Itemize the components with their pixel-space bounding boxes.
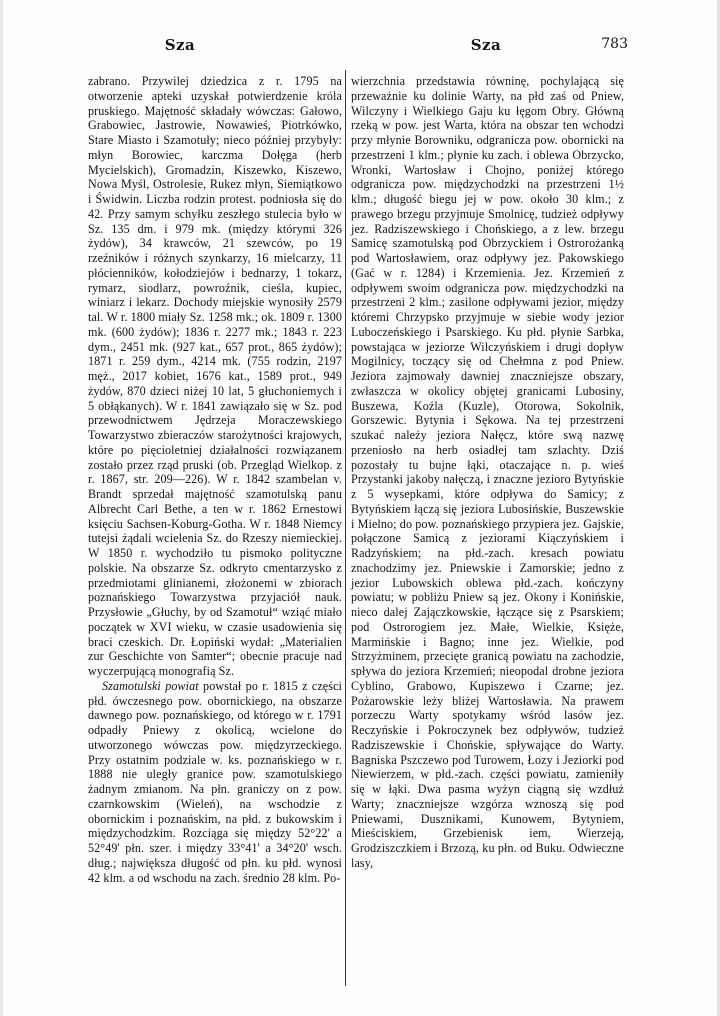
left-paragraph-2: [88, 679, 342, 886]
entry-body: powstał po r. 1815 z części płd. ówczesnego pow. obornickiego, na obszarze dawnego pow. poznańskiego, od którego w r. 1791 odpadły Pniewy z okolicą, wcielone do utworzonego wówczas pow. międzyrzeckiego. Przy ostatnim podziale w. ks. poznańskiego w r. 1888 nie uległy granice pow. szamotulskiego żadnym zmianom. Na płn. graniczy on z pow. czarnkowskim (Wieleń), na wschodzie z obornickim i poznańskim, na płd. z bukowskim i międzychodzkim. Rozciąga się między 52°22' a 52°49' płn. szer. i między 33°41' a 34°20' wsch. dług.; największa długość od płn. ku płd. wynosi 42 klm. a od wschodu na zach. średnio 28 klm. Po-: [88, 678, 342, 885]
page-edge-left: [0, 0, 3, 1016]
right-column: [348, 74, 624, 871]
page-number: 783: [601, 36, 628, 52]
left-paragraph-1: zabrano. Przywilej dziedzica z r. 1795 na otworzenie apteki uzyskał potwierdzenie króla pruskiego. Majętność składały wówczas: Gałowo, Grabowiec, Jastrowie, Nowawieś, Piotrkówko, Stare Miasto i Szamotuły; nieco później przybyły: młyn Borowiec, karczma Dołęga (herb Mycielskich), Gromadzin, Kiszewko, Kiszewo, Nowa Myśl, Ostrolesie, Rukez młyn, Siemiątkowo i Świdwin. Liczba rodzin protest. podniosła się do 42. Przy samym schyłku zeszłego stulecia było w Sz. 135 dm. i 979 mk. (między którymi 326 żydów), 34 krawców, 21 szewców, po 19 rzeźników i różnych szynkarzy, 16 mielcarzy, 11 płócienników, kołodziejów i bednarzy, 1 tokarz, rymarz, siodlarz, powroźnik, cieśla, kupiec, winiarz i lekarz. Dochody miejskie wynosiły 2579 tal. W r. 1800 miały Sz. 1258 mk.; ok. 1809 r. 1300 mk. (600 żydów); 1836 r. 2277 mk.; 1843 r. 223 dym., 2451 mk. (927 kat., 657 prot., 865 żydów); 1871 r. 259 dym., 4214 mk. (755 rodzin, 2197 męż., 2017 kobiet, 1676 kat., 1589 prot., 949 żydów, 870 dzieci niżej 10 lat, 5 głuchoniemych i 5 obłąkanych). W r. 1841 zawiązało się w Sz. pod przewodnictwem Jędrzeja Moraczewskiego Towarzystwo zbieraczów starożytności krajowych, które po pięcioletniej działalności rozwiązanem zostało przez rząd pruski (ob. Przegląd Wielkop. z r. 1867, str. 209—226). W r. 1842 szambelan v. Brandt sprzedał majętność szamotulską panu Albrecht Carl Bethe, a ten w r. 1862 Ernestowi księciu Sachsen-Koburg-Gotha. W r. 1848 Niemcy tutejsi żądali wcielenia Sz. do Rzeszy niemieckiej. W 1850 r. wychodziło tu pismoko polityczne polskie. Na obszarze Sz. odkryto cmentarzysko z przedmiotami glinianemi, złożonemi w zbiorach poznańskiego Towarzystwa przyjaciół nauk. Przysłowie „Głuchy, by od Szamotuł“ wziąć miało początek w XVI wieku, w czasie usadowienia się braci czeskich. Dr. Łopiński wydał: „Materialien zur Geschichte von Samter“; obecnie pracuje nad wyczerpującą monografią Sz.: [88, 74, 342, 678]
running-head-right: Sza: [470, 36, 502, 54]
right-paragraph-1: wierzchnia przedstawia równinę, pochylającą się przeważnie ku dolinie Warty, na płd zaś od Pniew, Wilczyny i Wielkiego Gaju ku łęgom Obry. Główną rzeką w pow. jest Warta, która na obszar ten wchodzi przy młynie Borowniku, odgranicza pow. obornicki na przestrzeni 1 klm.; płynie ku zach. i oblewa Obrzycko, Wronki, Wartosław i Chojno, poniżej którego odgranicza pow. międzychodzki na przestrzeni 1½ klm.; długość biegu jej w pow. około 30 klm.; z prawego brzegu przyjmuje Smolnicę, tudzież odpływy jez. Radziszewskiego i Chońskiego, a z lew. brzegu Samicę szamotulską pod Obrzyckiem i Ostrorożanką pod Wartosławiem, oraz odpływy jez. Pakowskiego (Gać w r. 1284) i Krzemienia. Jez. Krzemień z odpływem swoim odgranicza pow. międzychodzki na przestrzeni 2 klm.; zasilone odpływami jezior, między któremi Chrzypsko przyjmuje w siebie wody jezior Luboczeńskiego i Psarskiego. Ku płd. płynie Sarbka, powstająca w jeziorze Wilczyńskiem i drugi dopływ Mogilnicy, toczący się od Chełmna z pod Pniew. Jeziora zajmowały dawniej znaczniejsze obszary, zwłaszcza w okolicy objętej granicami Lubosiny, Buszewa, Koźla (Kuzle), Otorowa, Sokolnik, Gorszewic. Bytynia i Sękowa. Na tej przestrzeni szukać należy jeziora Nałęcz, które swą nazwę przeniosło na herb osiadłej tam szlachty. Dziś pozostały tu bujne łąki, otaczające n. p. wieś Przystanki jakoby nałęczą, i znaczne jezioro Bytyńskie z 5 wysepkami, które odpływa do Samicy; z Bytyńskiem łączą się jeziora Lubosińskie, Buszewskie i Mielno; do pow. poznańskiego przypiera jez. Gajskie, połączone Samicą z jeziorami Kiączyńskiem i Radzyńskiem; na płd.-zach. kresach powiatu znachodzimy jez. Pniewskie i Zamorskie; jedno z jezior Lubowskich oblewa płd.-zach. kończyny powiatu; w pobliżu Pniew są jez. Okony i Konińskie, nieco dalej Zajączkowskie, łączące się z Psarskiem; pod Ostrorogiem jez. Małe, Wielkie, Księże, Marmińskie i Bagno; inne jez. Wielkie, pod Strzyżminem, przecięte granicą powiatu na zachodzie, spływa do jeziora Krzemień; nieopodal drobne jeziora Cyblino, Grabowo, Kupiszewo i Czarne; jez. Pożarowskie leży bliżej Wartosławia. Na prawem porzeczu Warty spotykamy wśród lasów jez. Reczyńskie i Pokroczynek bez odpływów, tudzież Radziszewskie i Chońskie, spływające do Warty. Bagniska Pszczewo pod Turowem, Łozy i Jeziorki pod Niewierzem, w płd.-zach. części powiatu, zamieniły się w łąki. Dwa pasma wyżyn ciągną się wzdłuż Warty; znaczniejsze wzgórza wznoszą się pod Pniewami, Dusznikami, Kunowem, Bytyniem, Mieściskiem, Grzebienisk iem, Wierzeją, Grodziszczkiem i Brzozą, ku płn. od Buku. Odwieczne lasy,: [351, 74, 624, 870]
entry-heading: Szamotulski powiat: [102, 678, 199, 693]
left-column: [88, 74, 342, 885]
running-head-left: Sza: [164, 36, 196, 54]
column-divider: [345, 70, 346, 986]
page-header: [0, 36, 720, 58]
